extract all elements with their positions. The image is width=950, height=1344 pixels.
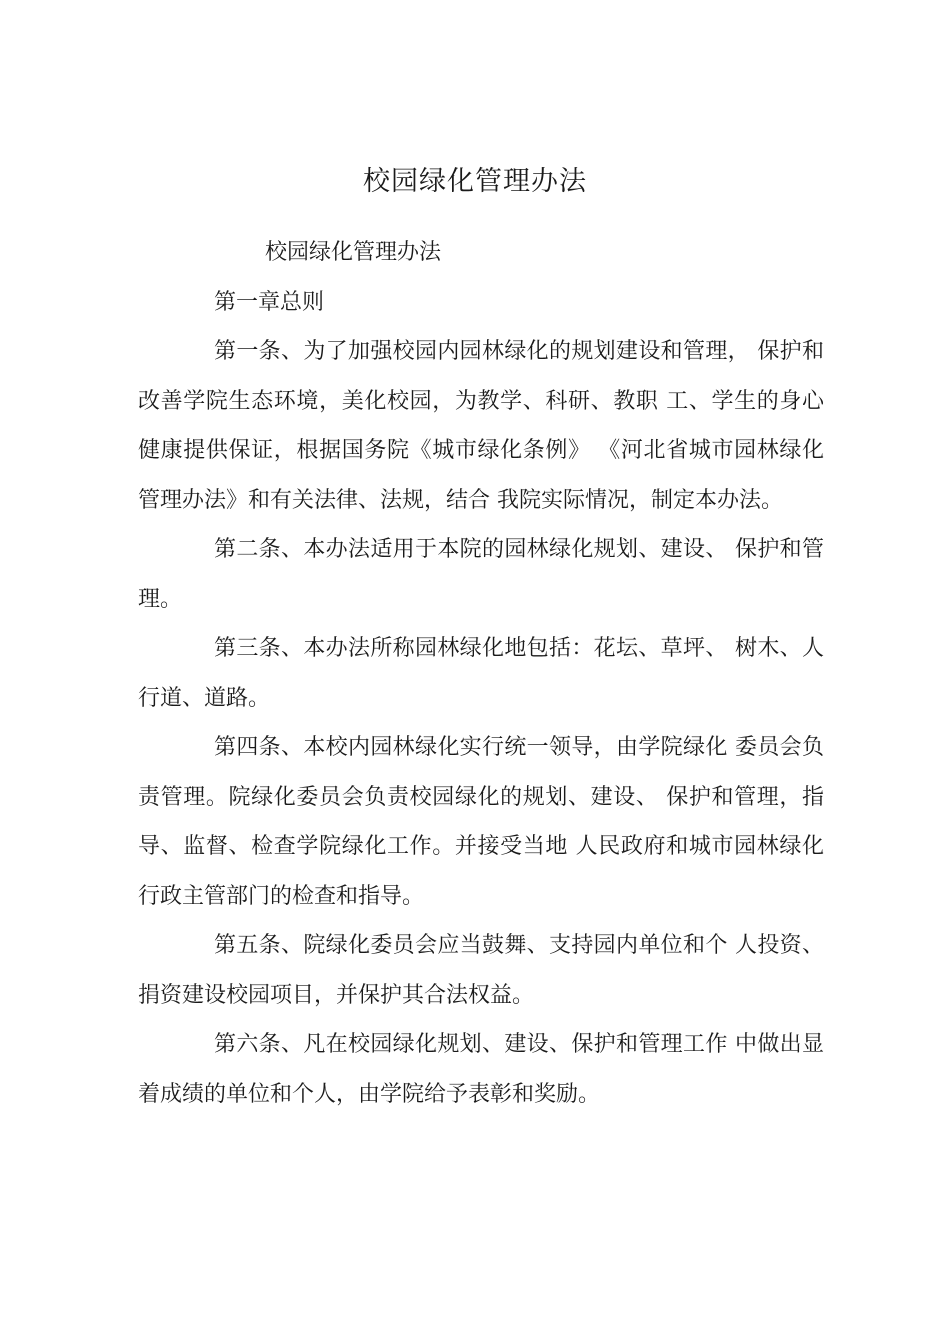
article-4: 第四条、本校内园林绿化实行统一领导，由学院绿化 委员会负责管理。院绿化委员会负责校园绿化的规划、建设、 保护和管理，指导、监督、检查学院绿化工作。并接受当地 人民政府和城市园林绿化行政主管部门的检查和指导。 bbox=[138, 735, 824, 909]
document-body bbox=[138, 228, 824, 1119]
article-6: 第六条、凡在校园绿化规划、建设、保护和管理工作 中做出显着成绩的单位和个人，由学院给予表彰和奖励。 bbox=[138, 1032, 824, 1107]
document-title: 校园绿化管理办法 bbox=[363, 166, 587, 197]
document-subtitle: 校园绿化管理办法 bbox=[265, 240, 442, 265]
chapter-heading: 第一章总则 bbox=[214, 289, 325, 315]
article-3: 第三条、本办法所称园林绿化地包括：花坛、草坪、 树木、人行道、道路。 bbox=[138, 636, 824, 711]
article-2: 第二条、本办法适用于本院的园林绿化规划、建设、 保护和管理。 bbox=[138, 537, 824, 612]
article-1: 第一条、为了加强校园内园林绿化的规划建设和管理， 保护和改善学院生态环境，美化校园，为教学、科研、教职 工、学生的身心健康提供保证，根据国务院《城市绿化条例》 《河北省城市园林绿化管理办法》和有关法律、法规，结合 我院实际情况，制定本办法。 bbox=[138, 339, 824, 513]
article-5: 第五条、院绿化委员会应当鼓舞、支持园内单位和个 人投资、捐资建设校园项目，并保护其合法权益。 bbox=[138, 933, 824, 1008]
